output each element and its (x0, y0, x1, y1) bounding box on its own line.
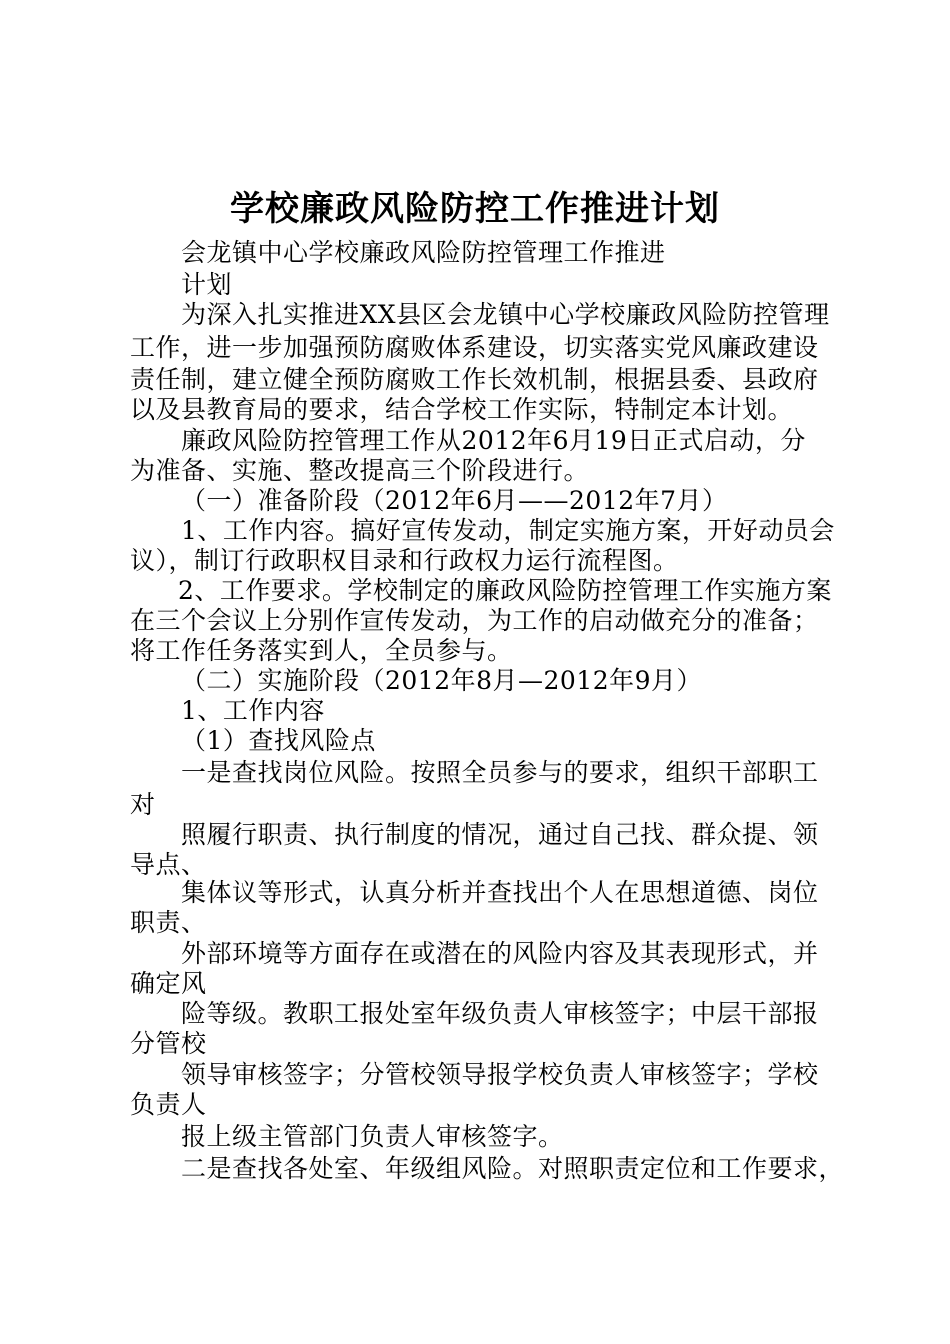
para1-line-4: 导点、 (130, 850, 207, 879)
intro-line-1: 为深入扎实推进XX县区会龙镇中心学校廉政风险防控管理 (181, 300, 830, 329)
para1-line-10: 分管校 (130, 1029, 207, 1058)
para1-line-6: 职责、 (130, 908, 207, 937)
phase1-item1-line-1: 1、工作内容。搞好宣传发动，制定实施方案，开好动员会 (181, 516, 835, 545)
intro-line-4: 以及县教育局的要求，结合学校工作实际，特制定本计划。 (130, 395, 794, 424)
para1-line-2: 对 (130, 790, 156, 819)
launch-line-2: 为准备、实施、整改提高三个阶段进行。 (130, 456, 590, 485)
phase1-heading: （一）准备阶段（2012年6月——2012年7月） (181, 486, 728, 515)
para2-line-1: 二是查找各处室、年级组风险。对照职责定位和工作要求， (181, 1154, 845, 1183)
para1-line-12: 负责人 (130, 1090, 207, 1119)
para1-line-1: 一是查找岗位风险。按照全员参与的要求，组织干部职工 (181, 758, 819, 787)
para1-line-9: 险等级。教职工报处室年级负责人审核签字；中层干部报 (181, 999, 819, 1028)
para1-line-5: 集体议等形式，认真分析并查找出个人在思想道德、岗位 (181, 878, 819, 907)
phase2-item1: 1、工作内容 (181, 696, 325, 725)
para1-line-11: 领导审核签字；分管校领导报学校负责人审核签字；学校 (181, 1060, 819, 1089)
document-title: 学校廉政风险防控工作推进计划 (230, 189, 720, 229)
intro-line-2: 工作，进一步加强预防腐败体系建设，切实落实党风廉政建设 (130, 333, 819, 362)
phase1-item1-line-2: 议），制订行政职权目录和行政权力运行流程图。 (130, 546, 679, 575)
phase2-heading: （二）实施阶段（2012年8月—2012年9月） (181, 666, 703, 695)
phase1-item2-line-2: 在三个会议上分别作宣传发动，为工作的启动做充分的准备； (130, 606, 819, 635)
intro-line-3: 责任制，建立健全预防腐败工作长效机制，根据县委、县政府 (130, 365, 819, 394)
launch-line-1: 廉政风险防控管理工作从2012年6月19日正式启动，分 (181, 426, 806, 455)
phase2-sub1: （1）查找风险点 (181, 726, 376, 755)
para1-line-7: 外部环境等方面存在或潜在的风险内容及其表现形式，并 (181, 939, 819, 968)
subtitle-line-2: 计划 (181, 270, 233, 299)
para1-line-13: 报上级主管部门负责人审核签字。 (181, 1122, 564, 1151)
para1-line-3: 照履行职责、执行制度的情况，通过自己找、群众提、领 (181, 820, 819, 849)
phase1-item2-line-3: 将工作任务落实到人，全员参与。 (130, 636, 513, 665)
subtitle-line-1: 会龙镇中心学校廉政风险防控管理工作推进 (181, 238, 666, 267)
phase1-item2-line-1: 2、工作要求。学校制定的廉政风险防控管理工作实施方案 (178, 576, 832, 605)
para1-line-8: 确定风 (130, 969, 207, 998)
